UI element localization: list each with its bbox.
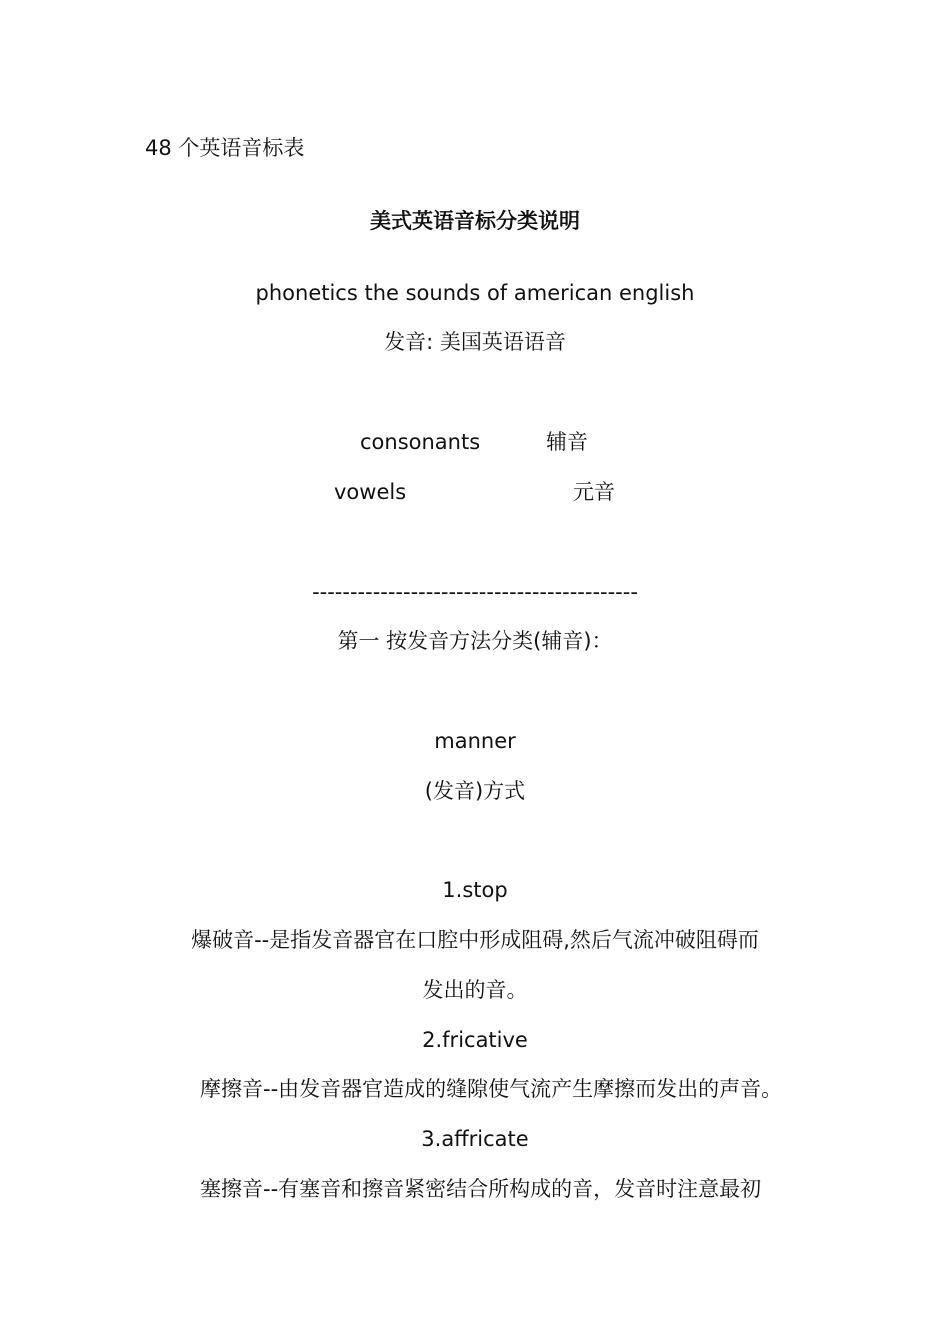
item-description-stop-line2: 发出的音。 — [422, 978, 528, 1002]
item-term-affricate: 3.affricate — [421, 1127, 529, 1151]
glossary-translation-consonants: 辅音 — [546, 430, 588, 454]
item-term-fricative: 2.fricative — [422, 1028, 528, 1052]
item-description-fricative: 摩擦音--由发音器官造成的缝隙使气流产生摩擦而发出的声音。 — [200, 1077, 783, 1101]
manner-english: manner — [434, 729, 516, 753]
subtitle-chinese: 发音: 美国英语语音 — [384, 330, 566, 354]
item-description-stop-line1: 爆破音--是指发音器官在口腔中形成阻碍,然后气流冲破阻碍而 — [191, 928, 759, 952]
document-header: 48 个英语音标表 — [145, 136, 305, 160]
glossary-translation-vowels: 元音 — [573, 480, 615, 504]
item-description-affricate: 塞擦音--有塞音和擦音紧密结合所构成的音，发音时注意最初 — [200, 1177, 762, 1201]
glossary-term-vowels: vowels — [334, 480, 407, 504]
manner-chinese: (发音)方式 — [424, 779, 526, 803]
separator-line: ------------------------------------------- — [312, 580, 638, 604]
subtitle-english: phonetics the sounds of american english — [255, 281, 695, 305]
page-title: 美式英语音标分类说明 — [370, 209, 580, 233]
section-title: 第一 按发音方法分类(辅音)： — [337, 629, 613, 653]
glossary-term-consonants: consonants — [360, 430, 481, 454]
item-term-stop: 1.stop — [442, 878, 508, 902]
